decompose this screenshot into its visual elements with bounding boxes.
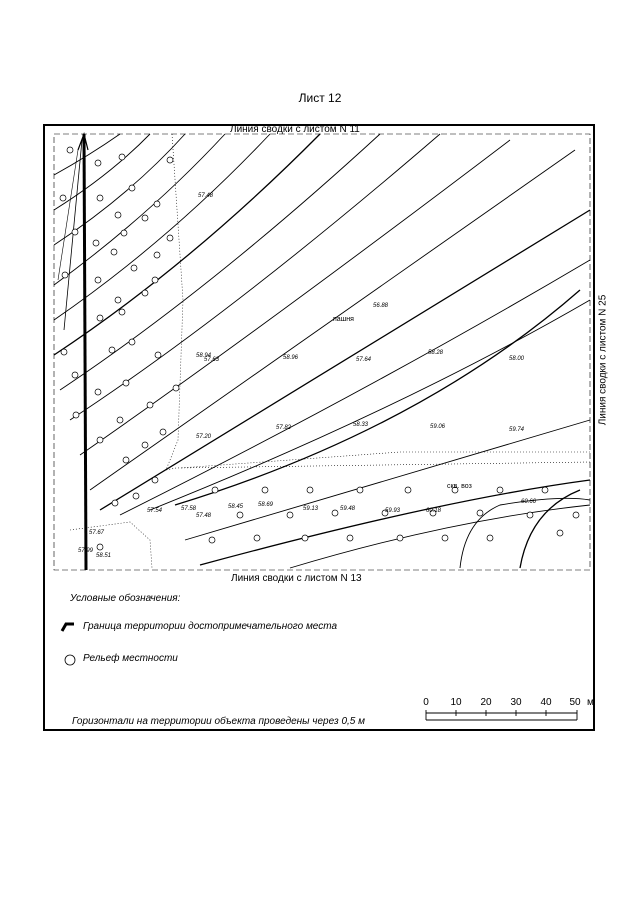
spot-height: 59.48 (340, 506, 356, 512)
spot-height: 58.94 (196, 353, 212, 359)
legend-title: Условные обозначения: (70, 593, 181, 604)
spot-height: 57.63 (204, 357, 220, 363)
scale-bar (426, 710, 577, 720)
spot-height: 60.66 (521, 499, 537, 505)
contour-interval-note: Горизонтали на территории объекта проведены через 0,5 м (72, 716, 366, 727)
spot-height: 57.20 (196, 434, 212, 440)
scale-label: 30 (510, 697, 522, 708)
spot-height: 59.93 (385, 508, 401, 514)
site-boundary-line (84, 134, 86, 570)
scale-label: 40 (540, 697, 552, 708)
contour-line (120, 260, 590, 515)
spot-height: 58.51 (96, 553, 112, 559)
spot-height: 57.82 (276, 425, 292, 431)
contour-line (150, 300, 590, 510)
spot-height: 57.99 (78, 548, 94, 554)
spot-height: 58.96 (283, 355, 299, 361)
spot-height: 59.06 (430, 424, 446, 430)
spot-height: 57.64 (356, 357, 372, 363)
contour-line (175, 290, 580, 505)
field-label: пашня (333, 316, 354, 323)
contour-line (54, 134, 120, 175)
scale-unit: м (587, 697, 594, 708)
spot-height: 58.00 (509, 356, 525, 362)
spot-height: 57.58 (181, 506, 197, 512)
contour-line (54, 134, 270, 320)
spot-height: 58.28 (428, 350, 444, 356)
side-path-line (64, 140, 82, 330)
spot-height: 57.67 (89, 530, 105, 536)
contour-line (200, 480, 590, 565)
scale-label: 10 (450, 697, 462, 708)
spot-height: 59.74 (509, 427, 525, 433)
plot-boundary-line (180, 452, 590, 468)
spot-height: 60.18 (426, 508, 442, 514)
edge-label-bottom: Линия сводки с листом N 13 (231, 573, 362, 584)
spot-height: 59.13 (303, 506, 319, 512)
spot-height: 57.54 (147, 508, 163, 514)
spot-height: 57.48 (196, 513, 212, 519)
scale-label: 20 (480, 697, 492, 708)
boundary-legend-icon (62, 624, 74, 631)
contour-line (80, 140, 510, 455)
contour-line (54, 134, 225, 285)
spot-height: 58.33 (353, 422, 369, 428)
relief-legend-icon (65, 655, 75, 665)
scale-label: 50 (569, 697, 581, 708)
relief-markers (60, 147, 579, 550)
edge-label-right: Линия сводки с листом N 25 (597, 294, 609, 426)
spot-height: 58.69 (258, 502, 274, 508)
scale-label: 0 (423, 697, 429, 708)
legend-relief-label: Рельеф местности (83, 653, 178, 664)
contour-line (460, 498, 590, 568)
lower-dotted-line (70, 522, 152, 568)
sheet-title: Лист 12 (298, 91, 342, 105)
edge-label-top: Линия сводки с листом N 11 (230, 124, 360, 135)
spot-height: 58.45 (228, 504, 244, 510)
well-label: скв. воз (447, 483, 472, 490)
sheet-inner-border (54, 134, 590, 570)
contour-line (185, 420, 590, 540)
spot-height: 57.48 (198, 193, 214, 199)
legend-boundary-label: Граница территории достопримечательного места (83, 621, 338, 632)
spot-height: 56.88 (373, 303, 389, 309)
contour-lines (54, 134, 590, 568)
